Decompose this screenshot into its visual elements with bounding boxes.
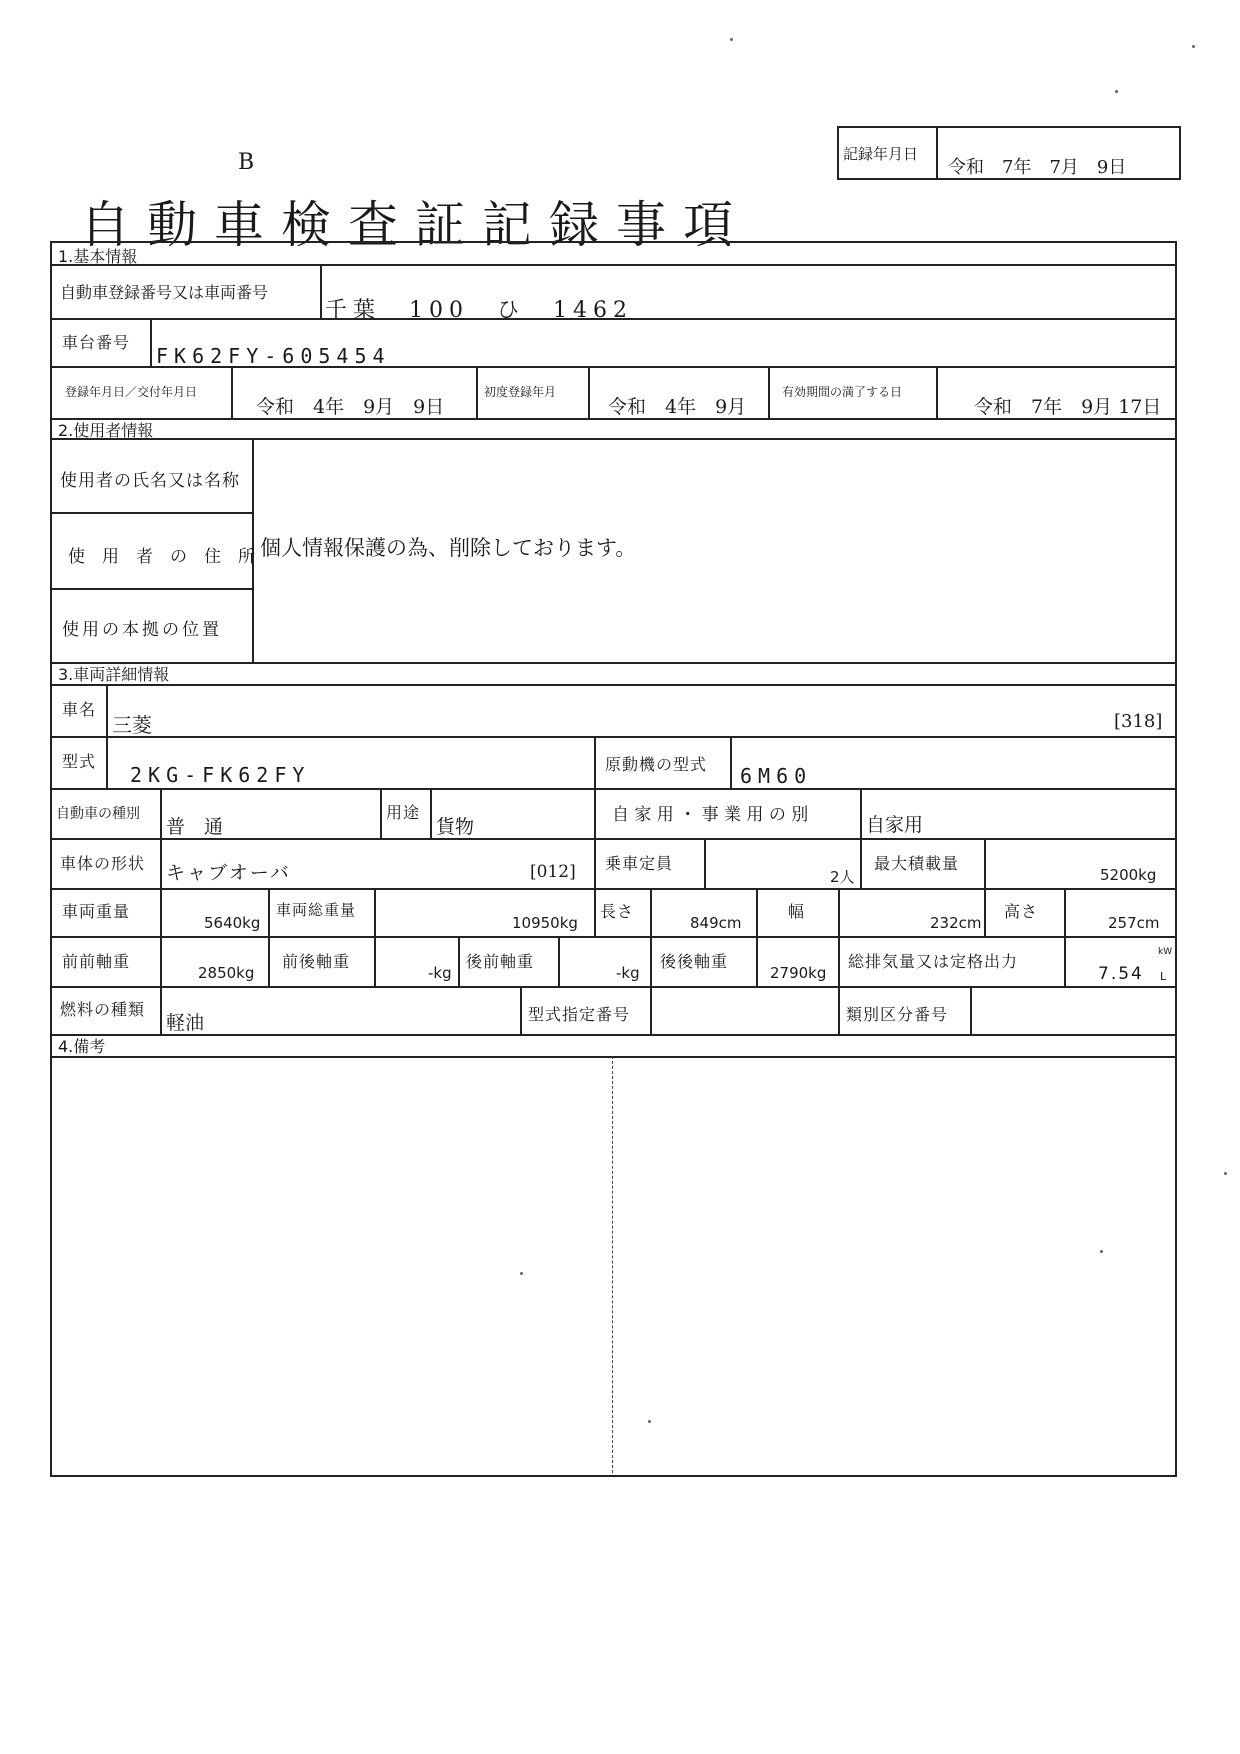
fr-axle-label: 前後軸重: [282, 952, 351, 971]
section-basic-info: 1.基本情報: [58, 247, 138, 266]
chassis-value: FK62FY-605454: [156, 344, 391, 368]
vehicle-name-code: [318]: [1114, 711, 1163, 732]
page-title: 自動車検査証記録事項: [80, 196, 750, 254]
body-code: [012]: [530, 862, 576, 882]
reg-number-value: 千葉 100 ひ 1462: [325, 298, 633, 323]
displacement-value: 7.54: [1098, 964, 1144, 984]
reg-date-value: 令和 4年 9月 9日: [256, 396, 445, 418]
section-user-info: 2.使用者情報: [58, 421, 154, 440]
displacement-unit-l: L: [1160, 970, 1167, 983]
vehicle-name-value: 三菱: [112, 713, 152, 737]
record-date-label: 記録年月日: [843, 145, 919, 163]
type-designation-label: 型式指定番号: [528, 1005, 631, 1024]
kind-label: 自動車の種別: [56, 806, 140, 822]
fuel-label: 燃料の種類: [60, 1000, 146, 1019]
private-value: 自家用: [866, 814, 924, 836]
section-vehicle-info: 3.車両詳細情報: [58, 665, 170, 684]
category-label: 類別区分番号: [846, 1005, 949, 1024]
fr-axle-value: -kg: [428, 964, 452, 982]
width-label: 幅: [788, 902, 806, 921]
remarks-divider: [612, 1056, 613, 1473]
capacity-label: 乗車定員: [605, 854, 674, 873]
reg-number-label: 自動車登録番号又は車両番号: [60, 283, 269, 302]
rf-axle-value: -kg: [616, 964, 640, 982]
engine-label: 原動機の型式: [605, 755, 708, 774]
first-reg-label: 初度登録年月: [484, 385, 557, 399]
rr-axle-label: 後後軸重: [660, 952, 729, 971]
width-value: 232cm: [930, 914, 982, 932]
section-remarks: 4.備考: [58, 1037, 106, 1056]
reg-date-label: 登録年月日／交付年月日: [65, 385, 198, 399]
kind-value: 普 通: [166, 816, 224, 838]
first-reg-value: 令和 4年 9月: [608, 396, 747, 418]
model-label: 型式: [62, 752, 97, 771]
fuel-value: 軽油: [166, 1012, 205, 1034]
height-label: 高さ: [1004, 902, 1039, 921]
user-name-label: 使用者の氏名又は名称: [60, 471, 240, 491]
engine-value: 6M60: [740, 764, 813, 788]
rf-axle-label: 後前軸重: [466, 952, 535, 971]
body-value: キャブオーバ: [166, 862, 291, 884]
private-label: 自 家 用 ・ 事 業 用 の 別: [612, 805, 809, 825]
use-value: 貨物: [436, 816, 475, 838]
weight-label: 車両重量: [62, 902, 131, 921]
expiry-label: 有効期間の満了する日: [782, 385, 903, 399]
record-date-value: 令和 7年 7月 9日: [948, 157, 1127, 178]
expiry-value: 令和 7年 9月 17日: [974, 396, 1162, 418]
ff-axle-value: 2850kg: [198, 964, 255, 982]
weight-value: 5640kg: [204, 914, 261, 932]
length-value: 849cm: [690, 914, 742, 932]
height-value: 257cm: [1108, 914, 1160, 932]
chassis-label: 車台番号: [62, 333, 131, 352]
displacement-unit-kw: kW: [1158, 947, 1173, 957]
ff-axle-label: 前前軸重: [62, 952, 131, 971]
displacement-label: 総排気量又は定格出力: [848, 952, 1019, 971]
privacy-notice: 個人情報保護の為、削除しております。: [260, 536, 637, 560]
use-label: 用途: [386, 803, 421, 822]
max-load-label: 最大積載量: [874, 854, 960, 873]
capacity-value: 2人: [830, 868, 855, 886]
vehicle-name-label: 車名: [62, 700, 97, 719]
max-load-value: 5200kg: [1100, 866, 1157, 884]
model-value: 2KG-FK62FY: [130, 763, 311, 787]
rr-axle-value: 2790kg: [770, 964, 827, 982]
length-label: 長さ: [600, 902, 635, 921]
user-address-label: 使 用 者 の 住 所: [68, 547, 255, 567]
gross-value: 10950kg: [512, 914, 578, 932]
gross-label: 車両総重量: [276, 901, 357, 919]
user-base-label: 使用の本拠の位置: [62, 620, 222, 640]
document-mark: B: [238, 150, 255, 175]
body-label: 車体の形状: [60, 854, 146, 873]
